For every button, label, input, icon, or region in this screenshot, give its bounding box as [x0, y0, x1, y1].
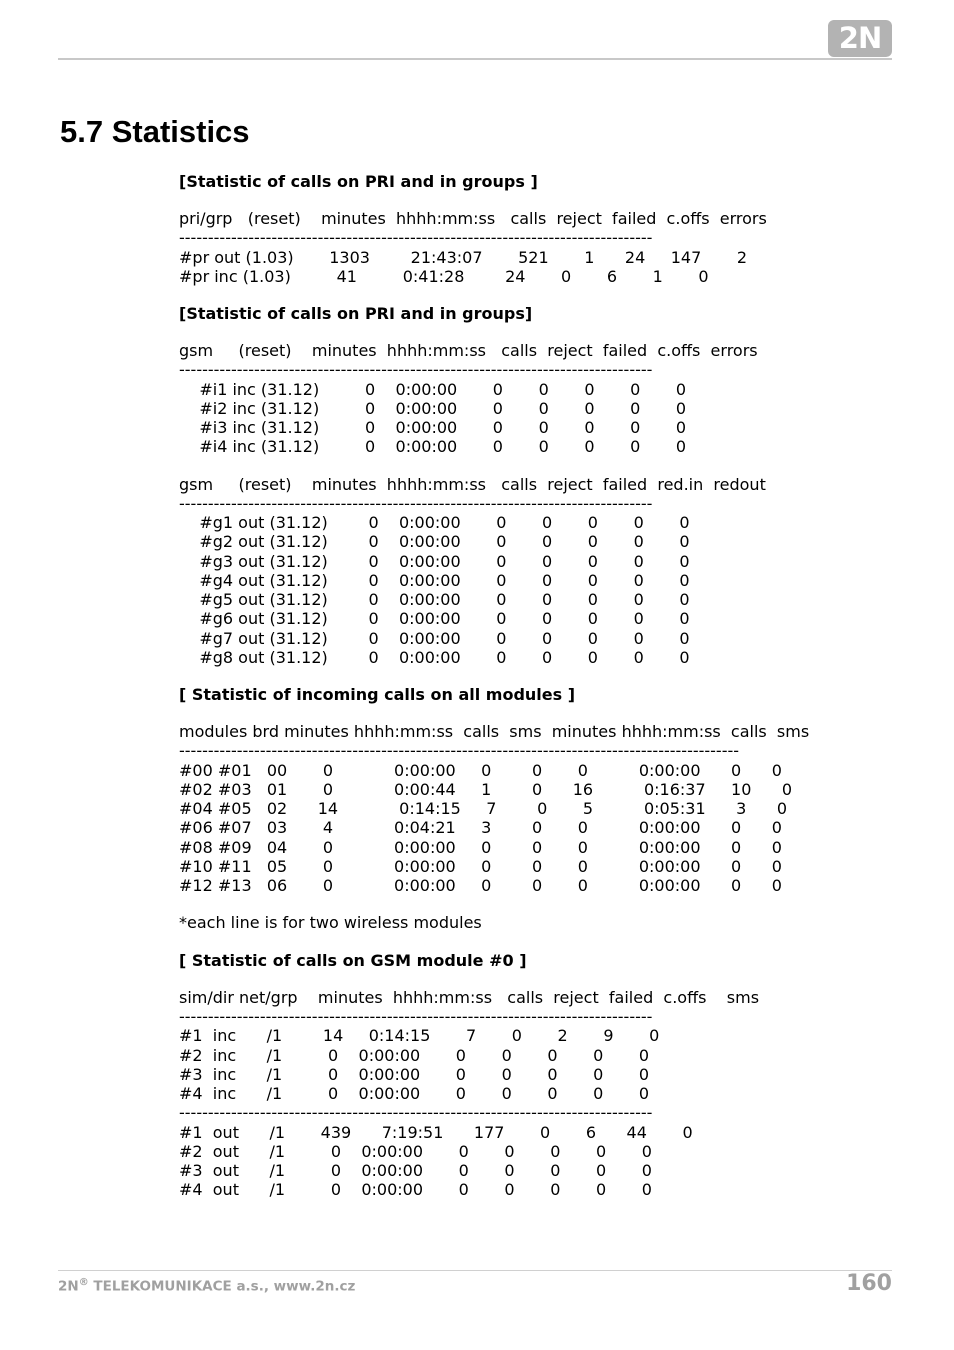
separator-line: ---------------------------------------------------------------------------------- [179, 228, 653, 247]
footer-company-prefix: 2N [58, 1278, 79, 1295]
separator-line: ---------------------------------------------------------------------------------- [179, 360, 653, 379]
table-row: #12 #13 06 0 0:00:00 0 0 0 0:00:00 0 0 [179, 876, 782, 895]
table-row: #06 #07 03 4 0:04:21 3 0 0 0:00:00 0 0 [179, 818, 782, 837]
section-heading-pri-groups: [Statistic of calls on PRI and in groups ] [179, 172, 538, 191]
table-row: #08 #09 04 0 0:00:00 0 0 0 0:00:00 0 0 [179, 838, 782, 857]
table-row: #10 #11 05 0 0:00:00 0 0 0 0:00:00 0 0 [179, 857, 782, 876]
table-row: #3 inc /1 0 0:00:00 0 0 0 0 0 [179, 1065, 650, 1084]
table-header: gsm (reset) minutes hhhh:mm:ss calls reject failed red.in redout [179, 475, 766, 494]
table-row: #g8 out (31.12) 0 0:00:00 0 0 0 0 0 [179, 648, 690, 667]
table-row: #pr inc (1.03) 41 0:41:28 24 0 6 1 0 [179, 267, 709, 286]
footer-company-rest: TELEKOMUNIKACE a.s., www.2n.cz [88, 1278, 356, 1295]
table-row: #00 #01 00 0 0:00:00 0 0 0 0:00:00 0 0 [179, 761, 782, 780]
table-row: #4 out /1 0 0:00:00 0 0 0 0 0 [179, 1180, 652, 1199]
table-header: gsm (reset) minutes hhhh:mm:ss calls reject failed c.offs errors [179, 341, 758, 360]
footer-rule [58, 1270, 892, 1271]
separator-line: ---------------------------------------------------------------------------------- [179, 494, 653, 513]
footnote: *each line is for two wireless modules [179, 913, 482, 932]
table-row: #1 out /1 439 7:19:51 177 0 6 44 0 [179, 1123, 693, 1142]
table-row: #3 out /1 0 0:00:00 0 0 0 0 0 [179, 1161, 652, 1180]
separator-line: ---------------------------------------------------------------------------------- [179, 1007, 653, 1026]
table-header: pri/grp (reset) minutes hhhh:mm:ss calls reject failed c.offs errors [179, 209, 767, 228]
table-row: #g6 out (31.12) 0 0:00:00 0 0 0 0 0 [179, 609, 690, 628]
separator-line: ---------------------------------------------------------------------------------- [179, 1103, 653, 1122]
footer-company [58, 1277, 355, 1295]
table-header: modules brd minutes hhhh:mm:ss calls sms minutes hhhh:mm:ss calls sms [179, 722, 810, 741]
table-row: #2 inc /1 0 0:00:00 0 0 0 0 0 [179, 1046, 650, 1065]
section-heading-gsm-module: [ Statistic of calls on GSM module #0 ] [179, 951, 527, 970]
header-rule [58, 58, 892, 60]
table-row: #4 inc /1 0 0:00:00 0 0 0 0 0 [179, 1084, 650, 1103]
table-row: #g2 out (31.12) 0 0:00:00 0 0 0 0 0 [179, 532, 690, 551]
table-row: #i1 inc (31.12) 0 0:00:00 0 0 0 0 0 [179, 380, 687, 399]
registered-mark: ® [78, 1277, 89, 1288]
separator-line: ------------------------------------------------------------------------------------------------- [179, 741, 740, 760]
table-row: #1 inc /1 14 0:14:15 7 0 2 9 0 [179, 1026, 660, 1045]
page-title: 5.7 Statistics [60, 114, 250, 149]
table-row: #g1 out (31.12) 0 0:00:00 0 0 0 0 0 [179, 513, 690, 532]
table-row: #02 #03 01 0 0:00:44 1 0 16 0:16:37 10 0 [179, 780, 793, 799]
table-row: #i2 inc (31.12) 0 0:00:00 0 0 0 0 0 [179, 399, 687, 418]
table-row: #g3 out (31.12) 0 0:00:00 0 0 0 0 0 [179, 552, 690, 571]
table-row: #g4 out (31.12) 0 0:00:00 0 0 0 0 0 [179, 571, 690, 590]
table-row: #g7 out (31.12) 0 0:00:00 0 0 0 0 0 [179, 629, 690, 648]
section-heading-incoming-modules: [ Statistic of incoming calls on all modules ] [179, 685, 576, 704]
table-row: #g5 out (31.12) 0 0:00:00 0 0 0 0 0 [179, 590, 690, 609]
table-row: #2 out /1 0 0:00:00 0 0 0 0 0 [179, 1142, 652, 1161]
table-row: #i3 inc (31.12) 0 0:00:00 0 0 0 0 0 [179, 418, 687, 437]
table-header: sim/dir net/grp minutes hhhh:mm:ss calls reject failed c.offs sms [179, 988, 760, 1007]
table-row: #i4 inc (31.12) 0 0:00:00 0 0 0 0 0 [179, 437, 687, 456]
table-row: #04 #05 02 14 0:14:15 7 0 5 0:05:31 3 0 [179, 799, 788, 818]
brand-logo: 2N [828, 20, 892, 57]
section-heading-pri-groups-gsm: [Statistic of calls on PRI and in groups] [179, 304, 533, 323]
table-row: #pr out (1.03) 1303 21:43:07 521 1 24 147 2 [179, 248, 748, 267]
page-number: 160 [846, 1271, 892, 1296]
